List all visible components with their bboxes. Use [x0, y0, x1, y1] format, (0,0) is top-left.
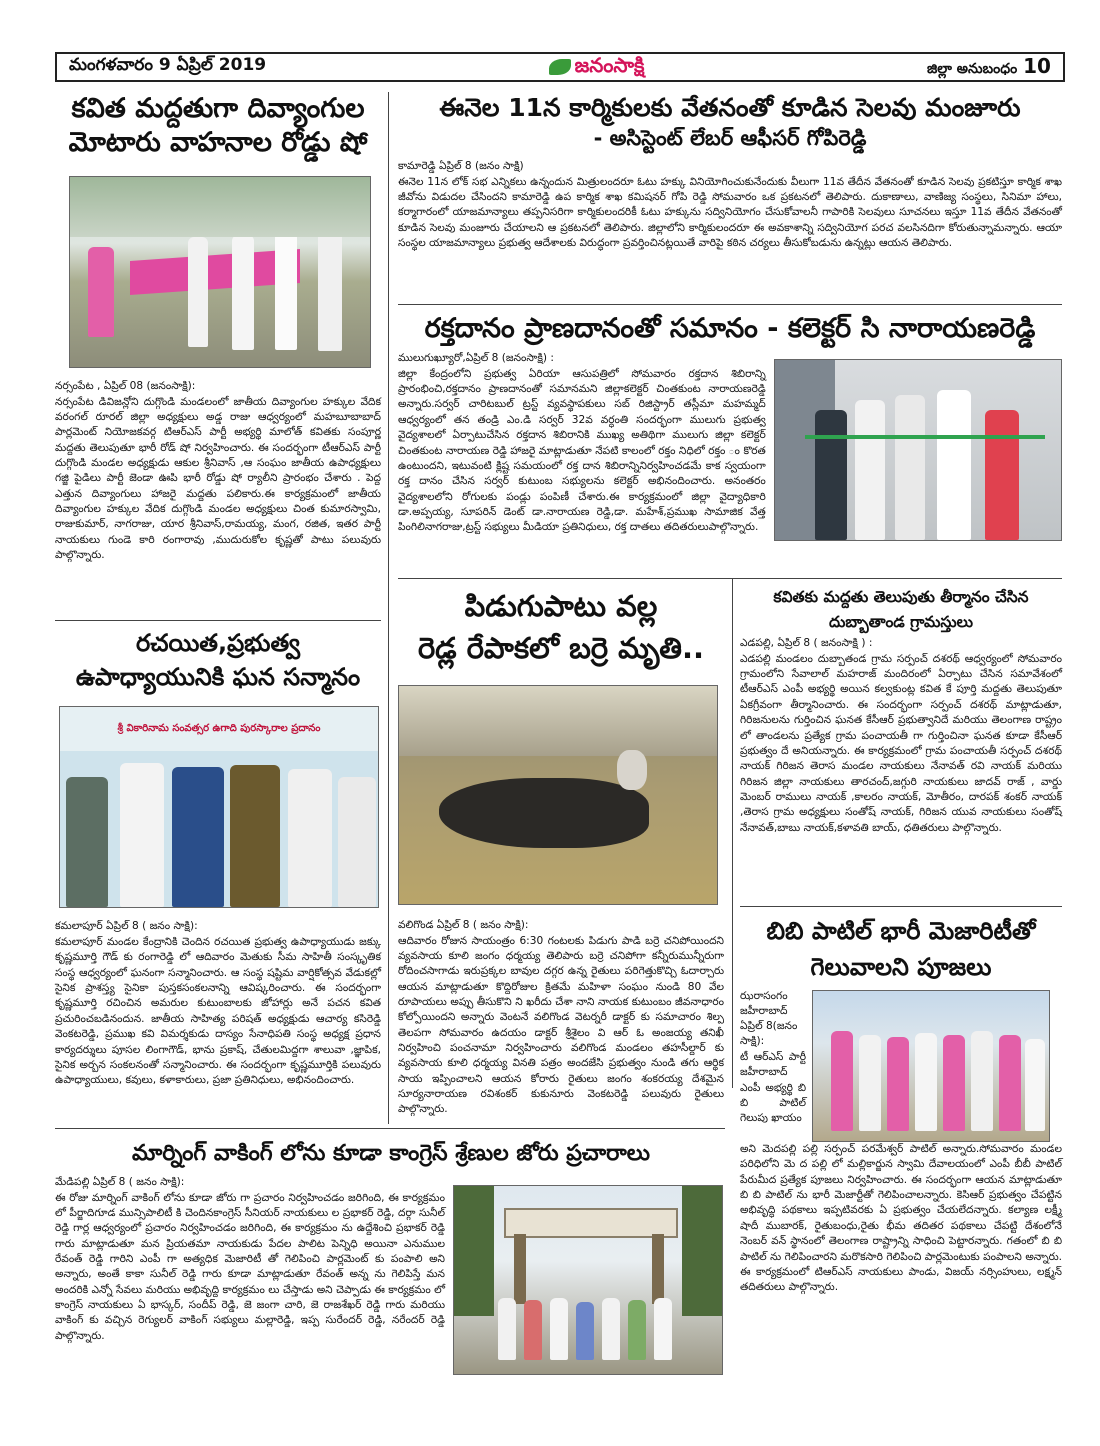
story-morning-walk-campaign — [55, 1140, 727, 1375]
headline-line-2: గెలువాలని పూజలు — [810, 953, 992, 981]
article-lead: టీ ఆర్ఎస్ పార్టీ జహీరాబాద్ ఎంపీ అభ్యర్థి బి బి పాటిల్ గెలుపు ఖాయం — [740, 1051, 806, 1125]
story-paid-holiday — [398, 92, 1062, 251]
page-info — [927, 54, 1051, 80]
headline-line-1: రచయిత,ప్రభుత్వ — [135, 629, 301, 657]
story-dubbathanda — [740, 588, 1062, 836]
article-body: ఈ రోజు మార్నింగ్ వాకింగ్ లోను కూడా జోరు గా ప్రచారం నిర్వహించడం జరిగింది, ఈ కార్యక్రమం లో పీర్జాదిగూడ మున్సిపాలిటీ కి చెందినకాంగ్రెస్ సీనియర్ నాయకులు ల ప్రభాకర్ రెడ్డి, దర్గా సునీల్ రెడ్డి గార్ల ఆధ్వర్యంలో ప్రచారం నిర్వహించడం జరిగింది, ఈ కార్యక్రమం ను ఉద్దేశించి ప్రభాకర్ రెడ్డి గారు మాట్లాడుతూ మన ప్రియతమా నాయకుడు పేదల పాలిట పెన్నిధి అయినా ఎనుముల రేవంత్ రెడ్డి గారిని ఎంపీ గా అత్యధిక మెజారిటీ తో గెలిపించి పార్లమెంట్ కు పంపాలి అని అన్నారు, అంతే కాకా సునీల్ రెడ్డి గారు కూడా మాట్లాడుతూ రేవంత్ అన్న ను గెలిపిస్తే మన అందరికి ఎన్నో సేవలు మరియు అభివృద్ది కార్యక్రమం లు చేస్తాడు అని చెప్పాడు ఈ కార్యక్రమం లో కాంగ్రెస్ నాయకులు ఏ భాస్కర్, సందీప్ రెడ్డి, జె జంగా చారి, జె రాజశేఖర్ రెడ్డి గారు మరియు వాకింగ్ కు వచ్చిన రెగ్యులర్ వాకింగ్ సభ్యులు మల్లారెడ్డి, ఇప్ప సురేందర్ రెడ్డి, నరేందర్ రెడ్డి పాల్గొన్నారు. — [55, 1191, 445, 1342]
headline — [740, 916, 1062, 982]
column-divider — [388, 92, 389, 1124]
puja-group-photo — [812, 990, 1050, 1142]
article-body: నర్సంపేట డివిజన్లోని దుగ్గొండి మండలంలో జాతీయ దివ్యాంగుల హక్కుల వేదిక వరంగల్ రూరల్ జిల్లా అధ్యక్షులు అడ్డ రాజు ఆధ్వర్యంలో మహబూబాబాద్ పార్లమెంట్ నియోజకవర్గ టిఆర్ఎస్ పార్టీ అభ్యర్థి మాలోత్ కవితకు సంపూర్ణ మద్దతు తెలుపుతూ భారీ రోడ్ షో నిర్వహించారు. ఈ సందర్భంగా టీఆర్ఎస్ పార్టీ దుగ్గొండి మండల అధ్యక్షుడు ఆకుల శ్రీనివాస్ ,ఆ సంఘం జాతీయ ఉపాధ్యక్షులు గజ్జి పైడిలు పార్టీ జెండా ఊపి భారీ రోడ్డు షో ర్యాలీని ప్రారంభం చేశారు . పెద్ద ఎత్తున దివ్యాంగులు హాజరై మద్దతు పలికారు.ఈ కార్యక్రమంలో జాతీయ దివ్యాంగుల హక్కుల వేదిక దుగ్గొండి మండల అధ్యక్షులు చింత కుమారస్వామి, రాజుకుమార్, నాగరాజు, యార శ్రీనివాస్,రామయ్య, మంగ, రజిత, ఇతర పార్టీ నాయకులు గుండె కారి రంగారావు ,ముదురుకోల కృష్ణతో పాటు పలువురు పాల్గొన్నారు. — [55, 395, 381, 562]
headline: మార్నింగ్ వాకింగ్ లోను కూడా కాంగ్రెస్ శ్రేణుల జోరు ప్రచారాలు — [132, 1141, 650, 1166]
dateline: కమలాపూర్ ఏప్రిల్ 8 ( జనం సాక్షి): — [55, 920, 198, 932]
article-body: ఎడపల్లి మండలం దుబ్బాతండ గ్రామ సర్పంచ్ దశరథ్ ఆధ్వర్యంలో సోమవారం గ్రామంలోని సేవాలాల్ మహరాజ్ మందిరంలో ఏర్పాటు చేసిన సమావేశంలో టీఆర్ఎస్ ఎంపీ అభ్యర్థి అయిన కల్వకుంట్ల కవిత కే పూర్తి మద్దతు తెలుపుతూ ఏకగ్రీవంగా తీర్మానించారు. ఈ సందర్భంగా సర్పంచ్ దశరథ్ మాట్లాడుతూ, గిరిజనులను గుర్తించిన ఘనత కేసీఆర్ ప్రభుత్వానిదే మరియు తెలంగాణ రాష్ట్రం లో తాండలను ప్రత్యేక గ్రామ పంచాయతీ గా గుర్తించినా ఘనత కూడా కేసీఆర్ ప్రభుత్వం దే అనియన్నారు. ఈ కార్యక్రమంలో గ్రామ పంచాయతీ సర్పంచ్ దశరథ్ నాయక్ గిరిజన తెరాస మండల నాయకులు నేనావత్ రవి నాయక్ మరియు గిరిజన జిల్లా నాయకులు తారచంద్,జగ్గురి నాయకులు జాదవ్ రాజ్ , వార్డు మెంబర్ రాములు నాయక్ ,కాలరం నాయక్, మోతీరం, దారపక్ శంకర్ నాయక్ ,తెరాస గ్రామ అధ్యక్షులు సంతోష్ నాయక్, గిరిజన యువ నాయకులు సంతోష్ నేనావత్,బాబు నాయక్,కళావతి బాయ్, ధతితరులు పాల్గొన్నారు. — [740, 652, 1062, 834]
story-kavitha-roadshow — [55, 92, 381, 563]
story-bb-patil-puja — [740, 916, 1062, 1296]
story-blood-donation — [398, 312, 1062, 541]
headline-line-2: దుబ్బాతాండ గ్రామస్తులు — [829, 613, 973, 632]
section-divider — [398, 304, 1062, 305]
column-divider — [732, 578, 733, 1088]
headline-line-1: కవితకు మద్దతు తెలుపుతు తీర్మానం చేసిన — [773, 588, 1029, 606]
section-name: జిల్లా అనుబంధం — [927, 61, 1018, 77]
headline — [55, 628, 381, 692]
rally-photo — [69, 176, 371, 368]
newspaper-logo[interactable] — [549, 53, 645, 82]
section-divider — [398, 578, 1062, 579]
dateline: కామారెడ్డి ఏప్రిల్ 8 (జనం సాక్షి) — [398, 159, 524, 172]
issue-date: మంగళవారం 9 ఏప్రిల్ 2019 — [69, 55, 267, 75]
dateline: ములుగుఖ్యూరో,ఏప్రిల్ 8 (జనంసాక్షి) : — [398, 351, 554, 364]
article-body: అని మెదపల్లి పల్లి సర్పంచ్ పరమేశ్వర్ పాటిల్ అన్నారు.సోమవారం మండల పరిధిలోని మె ద పల్లి లో మల్లికార్జున స్వామి దేవాలయంలో ఎంపీ బీబీ పాటిల్ పేరుమీద ప్రత్యేక పూజలు నిర్వహించారు. ఈ సందర్భంగా ఆయన మాట్లాడుతూ బి బి పాటిల్ ను భారీ మెజార్టీతో గెలిపించాలన్నారు. కెసిఆర్ ప్రభుత్వం చేపట్టిన అభివృద్ధి పథకాలు ఇప్పటివరకు ఏ ప్రభుత్వం చేయలేదన్నారు. కల్యాణ లక్ష్మీ షాదీ ముబారక్, రైతుబంధు,రైతు భీమ తదితర పథకాలు చేపట్టి దేశంలోనే నెంబర్ వన్ స్థానంలో తెలంగాణ రాష్ట్రాన్ని సాధించి పెట్టారన్నారు. గతంలో బి బి పాటిల్ ను గెలిపించారని మరొకసారి గెలిపించి పార్లమెంటుకు పంపాలని అన్నారు. ఈ కార్యక్రమంలో టిఆర్ఎస్ నాయకులు పాండు, విజయ్ నర్సింహులు, లక్ష్మన్ తదితరులు పాల్గొన్నారు. — [740, 1143, 1062, 1294]
headline — [740, 588, 1062, 633]
headline — [398, 588, 724, 667]
dateline: మేడిపల్లి ఏప్రిల్ 8 ( జనం సాక్షి): — [55, 1175, 185, 1188]
dateline: వలిగొండ ఏప్రిల్ 8 ( జనం సాక్షి): — [398, 918, 529, 931]
logo-text: జనంసాక్షి — [574, 52, 645, 77]
headline — [55, 92, 381, 160]
article-body: కమలాపూర్ మండల కేంద్రానికి చెందిన రచయిత ప్రభుత్వ ఉపాధ్యాయుడు జక్కు కృష్ణమూర్తి గౌడ్ కు రంగారెడ్డి లో ఆదివారం మెతుకు సీమ సాహితీ సంస్కృతిక సంస్థ ఆధ్వర్యంలో ఘనంగా సన్మానించారు. ఆ సంస్థ షష్టిమ వార్షికోత్సవ వేడుకల్లో సైనిక ప్రాశస్త్య సైనికా పుస్తకసంకలనాన్ని ఆవిష్కరించారు. ఈ సందర్భంగా కృష్ణమూర్తి రచించిన అమరుల కుటుంబాలకు జోహార్లు అనే పచన కవిత ప్రచురించబడినందున. జాతీయ సాహిత్య పరిషత్ అధ్యక్షుడు ఆచార్య కసిరెడ్డి వెంకటరెడ్డి, ప్రముఖ కవి విమర్శకుడు దాస్యం సేనాధిపతి సంస్థ అధ్యక్ష ప్రధాన కార్యదర్శులు పూసల లింగాగౌడ్, భాను ప్రకాష్, చేతులమిద్దగా శాలువా ,జ్ఞాపిక, సైనిక అర్బన సంకలనంతో సన్మానించారు. ఈ సందర్భంగా కృష్ణమూర్తికి పలువురు ఉపాధ్యాయులు, కవులు, కళాకారులు, ప్రజా ప్రతినిధులు, అభినందించారు. — [55, 936, 381, 1087]
headline: ఈనెల 11న కార్మికులకు వేతనంతో కూడిన సెలవు మంజూరు — [439, 93, 1021, 122]
section-divider — [740, 906, 1062, 907]
dateline: నర్సంపేట , ఏప్రిల్ 08 (జనంసాక్షి): — [55, 379, 196, 392]
dateline: ఎడపల్లి, ఏప్రిల్ 8 ( జనంసాక్షి ) : — [740, 636, 873, 649]
section-divider — [55, 1128, 725, 1129]
headline-line-1: పిడుగుపాటు వల్ల — [464, 589, 658, 623]
headline-line-1: కవిత మద్దతుగా దివ్యాంగుల — [71, 93, 365, 124]
felicitation-photo — [59, 706, 379, 908]
headline-line-2: ఉపాధ్యాయునికి ఘన సన్మానం — [75, 663, 361, 691]
headline-line-2: మోటారు వాహనాల రోడ్డు షో — [68, 126, 368, 158]
masthead — [55, 52, 1065, 82]
article-body: జిల్లా కేంద్రంలోని ప్రభుత్వ ఏరియా ఆసుపత్రిలో సోమవారం రక్తదాన శిబిరాన్ని ప్రారంభించి,రక్తదానం ప్రాణదానంతో సమానమని జిల్లాకలెక్టర్ చింతకుంట నారాయణరెడ్డి అన్నారు.సర్వర్ చారిటబుల్ ట్రస్ట్ వ్యవస్థాపకులు సబ్ రిజిస్ట్రార్ తస్లీమా మహమ్మద్ ఆధ్వర్యంలో తన తండ్రి ఎం.డి సర్వర్ 32వ వర్ధంతి సందర్భంగా ములుగు ప్రభుత్వ వైద్యశాలలో ఏర్పాటుచేసిన రక్తదాన శిబిరానికి ముఖ్య అతిథిగా ములుగు జిల్లా కలెక్టర్ చింతకుంట నారాయణ రెడ్డి హాజరై మాట్లాడుతూ నేపటి కాలంలో రక్తం నిధిలో రక్తం ం కొరత ఉంటుందని, ఇటువంటి క్లిష్ట సమయంలో రక్త దాన శిబిరాన్నినిర్వహించడమే కాక స్వయంగా రక్త దానం చేసిన సర్వర్ కుటుంబ సభ్యులను కలెక్టర్ అభినందించారు. అనంతరం వైద్యశాలలోని రోగులకు పండ్లు పంపిణీ చేశారు.ఈ కార్యక్రమంలో జిల్లా వైద్యాధికారి డా.అప్పయ్య, సూపరిన్ డెంట్ డా.నారాయణ రెడ్డి,డా. మహేశ్,ప్రముఖ సామాజిక వేత్త పింగిలినాగరాజు,ట్రస్ట్ సభ్యులు మీడియా ప్రతినిధులు, రక్త దాతలు తదితరులుపాల్గొన్నారు. — [398, 367, 766, 534]
stage-banner: శ్రీ వికారినామ సంవత్సర ఉగాది పురస్కారాల ప్రదానం — [60, 707, 378, 751]
buffalo-photo — [398, 685, 718, 905]
story-buffalo-death — [398, 588, 724, 1118]
subheadline: - అసిస్టెంట్ లేబర్ ఆఫీసర్ గోపిరెడ్డి — [593, 126, 867, 151]
dateline: ఝరాసంగం జహీరాబాద్ ఏప్రిల్ 8(జనం సాక్షి): — [740, 990, 798, 1047]
headline-line-1: బిబి పాటిల్ భారీ మెజారిటీతో — [766, 917, 1036, 945]
inauguration-photo — [774, 359, 1062, 541]
section-divider — [55, 620, 381, 621]
article-body: ఈనెల 11న లోక్ సభ ఎన్నికలు ఉన్నందున మిత్రులందరూ ఓటు హక్కు వినియోగించుకునేందుకు వీలుగా 11వ తేదీన వేతనంతో కూడిన సెలవు ప్రకటిస్తూ కార్మిక శాఖ జీవోను విడుదల చేసిందని కామారెడ్డి ఉప కార్మిక శాఖ కమిషనర్ గోపి రెడ్డి సోమవారం ఒక ప్రకటనలో తెలిపారు. దుకాణాలు, వాణిజ్య సంస్థలు, సినిమా హాలు, కర్మాగారంలో యాజమాన్యాలు తప్పనిసరిగా కార్మికులందరికీ ఓటు హక్కును సద్వినియోగం చేసుకోవాలనీ గాపారికి సెలవులు సూచనలు ఇస్తూ 11వ తేదీన వేతనంతో కూడిన సెలవు మంజూరు చేయాలని ఆ ప్రకటనలో తెలిపారు. జిల్లాలోని కార్మికులందరూ ఈ అవకాశాన్ని సద్వినియోగ పరచ వలసినదిగా కోరుతున్నామన్నారు. ఆయా సంస్థల యాజమాన్యాలు ప్రభుత్వ ఆదేశాలకు విరుద్ధంగా ప్రవర్తించినట్లయితే వారిపై కఠిన చర్యలు తీసుకోబడును ఉన్నట్లు ఆయన తెలిపారు. — [398, 175, 1062, 249]
leaf-icon — [549, 59, 571, 75]
headline: రక్తదానం ప్రాణదానంతో సమానం - కలెక్టర్ సి నారాయణరెడ్డి — [424, 313, 1036, 344]
headline-line-2: రెడ్ల రేపాకలో బర్రె మృతి.. — [417, 631, 705, 666]
park-gate-photo — [453, 1185, 723, 1375]
story-writer-felicitation — [55, 628, 381, 1089]
article-body: ఆదివారం రోజున సాయంత్రం 6:30 గంటలకు పిడుగు పాడి బర్రె చనిపోయిందని వ్యవసాయ కూలి జంగం ధర్మయ్య తెలిపారు బర్రె చనిపోగా కన్నీరుమున్నీరుగా రోదించసాగాడు ఇరుప్రక్కల బావుల దగ్గర ఉన్న రైతులు పరిగెత్తుకొచ్చి ఓదార్చారు ఆయన మాట్లాడుతూ కొద్దిరోజుల క్రితమే మహిళా సంఘం నుండి 80 వేల రూపాయలు అప్పు తీసుకొని ని ఖరీదు చేశా నాని నాయక కుటుంబం జీవనాధారం కోల్పోయిందని అన్నారు వెంటనే వలిగొండ వెటర్నరీ డాక్టర్ కు సమాచారం శిల్ప తెలపగా సోమవారం ఉదయం డాక్టర్ శ్రీశైలం వి ఆర్ ఓ అంజయ్య తనిఖీ నిర్వహించి పంచనామా నిర్వహించారు వలిగొండ మండలం తహసీల్దార్ కు వ్యవసాయ కూలి ధర్మయ్య వినతి పత్రం అందజేసి ప్రభుత్వం నుండి తగు ఆర్థిక సాయ ఇప్పించాలని ఆయన కోరారు రైతులు జంగం శంకరయ్య దేశమైన సూర్యనారాయణ రవిశంకర్ కుకునూరు వెంకటరెడ్డి పలువురు రైతులు పాల్గొన్నారు. — [398, 934, 724, 1116]
page-number: 10 — [1023, 54, 1051, 78]
